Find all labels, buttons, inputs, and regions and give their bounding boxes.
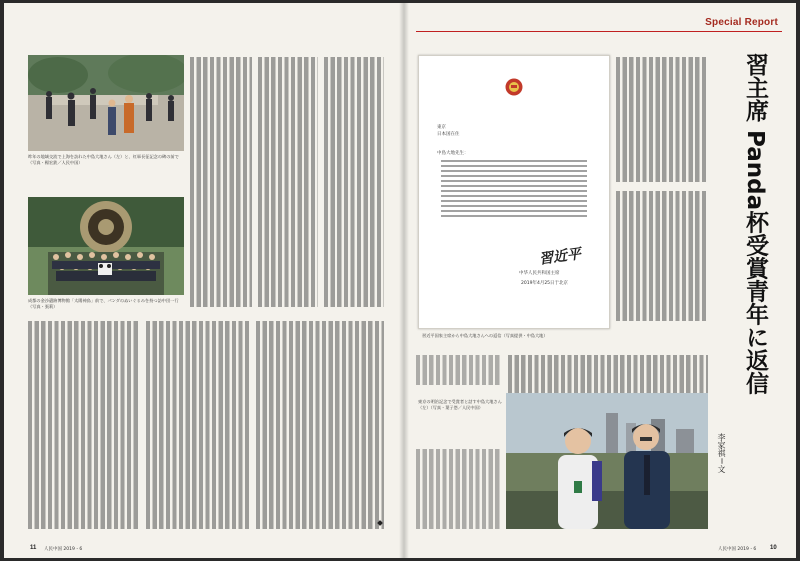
section-header-rule — [416, 31, 782, 32]
letter-address-1: 東京 — [437, 125, 446, 130]
article-body-right-b — [616, 191, 708, 321]
national-emblem-icon — [505, 78, 523, 96]
magazine-spread — [4, 3, 796, 558]
article-body-right-e — [416, 449, 502, 529]
page-number-right: 10 — [770, 545, 777, 551]
letter-salutation: 中島大地先生： — [437, 151, 469, 156]
article-title: 習主席 Panda杯受賞青年に返信 — [742, 53, 768, 395]
article-body-left-upper-b — [258, 57, 318, 307]
article-body-left-lower-b — [146, 321, 250, 529]
article-body-right-d — [416, 355, 502, 385]
letter-signature: 習近平 — [538, 246, 583, 268]
caption-young-men: 東京の明治記念で受賞者と話す中島大地さん（左）（写真・葉子悠／人民中国） — [418, 399, 502, 410]
caption-memorial-visit: 昨年の地域交流で上海を訪れた中島大地さん（左）と、紅軍長征記念の碑の前で（写真・楊宏鉄／人民中国） — [28, 154, 179, 165]
caption-letter: 習近平国家主席から中島大地さんへの返信（写真提供・中島大地） — [422, 333, 548, 338]
article-body-right-a — [616, 57, 708, 182]
xi-letter-image — [418, 55, 610, 329]
article-body-left-upper-c — [324, 57, 384, 307]
article-byline: 李家祺＝文 — [717, 433, 726, 473]
article-body-left-lower-a — [28, 321, 140, 529]
magazine-issue-left: 人民中国 2019・6 — [44, 547, 83, 552]
letter-address-2: 日本国在住 — [437, 132, 460, 137]
article-body-left-upper-a — [190, 57, 252, 307]
letter-sender: 中华人民共和国主席 — [519, 271, 560, 276]
book-gutter — [399, 3, 409, 558]
article-body-left-lower-c — [256, 321, 384, 529]
caption-group-sunbird: 成都の金沙遺跡博物館「太陽神鳥」前で、パンダのぬいぐるみを持つ訪中団一行（写真・張莉） — [28, 298, 179, 309]
photo-group-sunbird — [28, 197, 184, 295]
page-number-left: 11 — [30, 545, 37, 551]
letter-date: 2019年4月25日于北京 — [521, 281, 569, 286]
section-header: Special Report — [705, 17, 778, 28]
article-body-right-c — [508, 355, 708, 395]
photo-memorial-visit — [28, 55, 184, 151]
letter-body — [441, 160, 587, 220]
photo-young-men — [506, 393, 708, 529]
magazine-issue-right: 人民中国 2019・6 — [718, 547, 757, 552]
